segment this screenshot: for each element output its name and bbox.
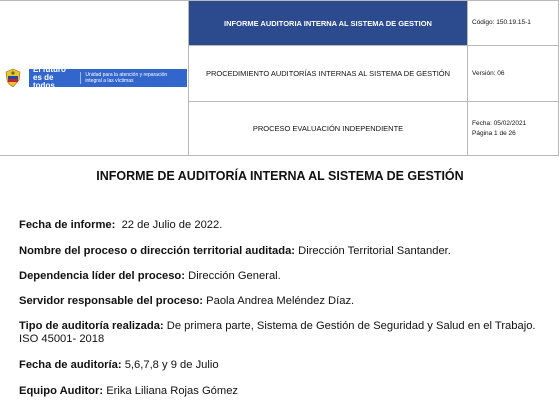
field-audit-date [19, 359, 549, 372]
field-value: Dirección General. [188, 270, 281, 282]
process-cell: PROCESO EVALUACIÓN INDEPENDIENTE [189, 102, 468, 156]
field-label: Tipo de auditoría realizada: [19, 320, 164, 332]
field-report-date [19, 219, 549, 232]
field-value: De primera parte, Sistema de Gestión de Seguridad y Salud en el Trabajo. ISO 45001- 2018 [19, 320, 536, 345]
field-responsible-servant [19, 295, 549, 308]
field-label: Fecha de auditoría: [19, 359, 122, 371]
colombia-seal-icon [3, 68, 23, 88]
date-text: Fecha: 05/02/2021 [472, 119, 527, 127]
code-cell [468, 1, 559, 46]
field-label: Nombre del proceso o dirección territorial auditada: [19, 245, 296, 257]
field-process-name [19, 245, 549, 258]
field-value: 22 de Julio de 2022. [121, 219, 223, 231]
brand-main-text: El futuro es de todos [33, 65, 66, 90]
field-label: Equipo Auditor: [19, 385, 104, 397]
brand-sub-text: Unidad para la atención y reparación integral a las víctimas [85, 72, 168, 84]
document-title: INFORME DE AUDITORÍA INTERNA AL SISTEMA DE GESTIÓN [96, 169, 464, 183]
date-page-cell [468, 102, 559, 156]
brand-separator [80, 72, 81, 84]
field-value: 5,6,7,8 y 9 de Julio [124, 359, 219, 371]
logo-cell [0, 1, 189, 156]
field-label: Fecha de informe: [19, 219, 116, 231]
field-value: Erika Liliana Rojas Gómez [106, 385, 239, 397]
field-value: Paola Andrea Meléndez Díaz. [206, 295, 355, 307]
brand-logo [29, 65, 187, 90]
field-label: Dependencia líder del proceso: [19, 270, 185, 282]
field-audit-type [19, 320, 549, 346]
field-label: Servidor responsable del proceso: [19, 295, 204, 307]
field-lead-dependency [19, 270, 549, 283]
code-text: Código: 150.19.15-1 [472, 19, 531, 26]
field-value: Dirección Territorial Santander. [298, 245, 451, 257]
version-text: Versión: 06 [472, 69, 505, 77]
document-header [0, 0, 559, 156]
procedure-cell: PROCEDIMIENTO AUDITORÍAS INTERNAS AL SISTEMA DE GESTIÓN [189, 46, 468, 102]
page-number-text: Página 1 de 26 [472, 129, 516, 137]
version-cell [468, 46, 559, 102]
field-audit-team [19, 385, 549, 398]
report-title-cell: INFORME AUDITORIA INTERNA AL SISTEMA DE GESTION [189, 1, 468, 46]
